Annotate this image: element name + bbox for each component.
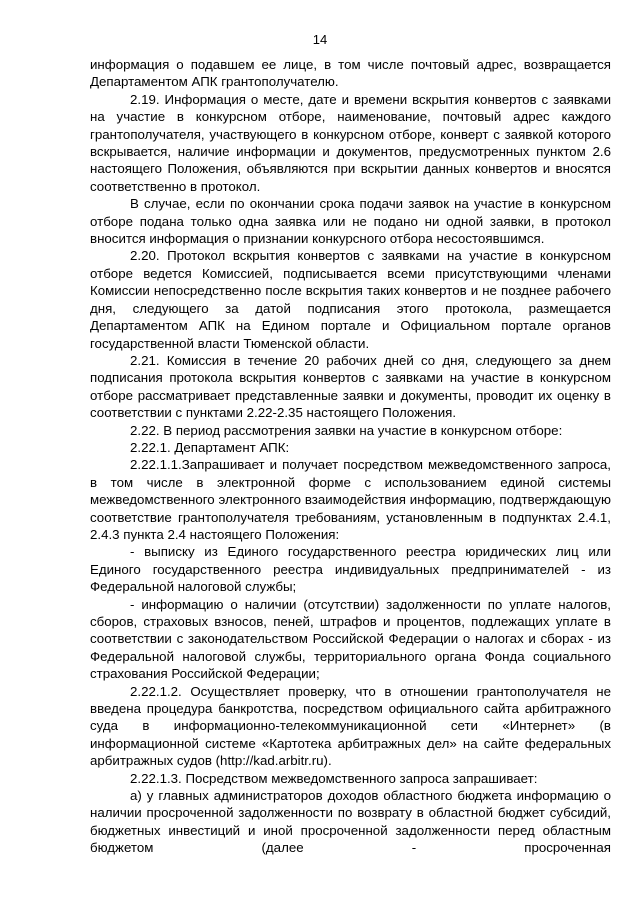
paragraph-2-21: 2.21. Комиссия в течение 20 рабочих дней со дня, следующего за днем подписания протокола вскрытия конвертов с заявками на участие в конкурсном отборе рассматривает представленные заявки и документы, проводит их оценку в соответствии с пунктами 2.22-2.35 настоящего Положения.	[90, 352, 611, 421]
paragraph-2-19: 2.19. Информация о месте, дате и времени вскрытия конвертов с заявками на участие в конкурсном отборе, наименование, почтовый адрес каждого грантополучателя, участвующего в конкурсном отборе, конверт с заявкой которого вскрывается, наличие информации и документов, предусмотренных пунктом 2.6 настоящего Положения, объявляются при вскрытии данных конвертов и вносятся соответственно в протокол.	[90, 91, 611, 194]
paragraph-2-22-1-3-a: а) у главных администраторов доходов областного бюджета информацию о наличии просроченной задолженности по возврату в областной бюджет субсидий, бюджетных инвестиций и иной просроченной задолженности перед областным бюджетом (далее - просроченная	[90, 788, 611, 856]
page-number: 14	[312, 32, 328, 47]
list-item-tax-debt: - информацию о наличии (отсутствии) задолженности по уплате налогов, сборов, страховых взносов, пеней, штрафов и процентов, подлежащих уплате в соответствии с законодательством Российской Федерации о налогах и сборах - из Федеральной налоговой службы, территориального органа Фонда социального страхования Российской Федерации;	[90, 596, 611, 682]
paragraph-2-22-1-1: 2.22.1.1.Запрашивает и получает посредством межведомственного запроса, в том числе в электронной форме с использованием единой системы межведомственного электронного взаимодействия информацию, подтверждающую соответствие грантополучателя требованиям, установленным в подпунктах 2.4.1, 2.4.3 пункта 2.4 настоящего Положения:	[90, 457, 611, 542]
paragraph-2-22: 2.22. В период рассмотрения заявки на участие в конкурсном отборе:	[130, 422, 563, 438]
paragraph-continuation: информация о подавшем ее лице, в том числе почтовый адрес, возвращается Департаментом АПК грантополучателю.	[90, 57, 611, 90]
list-item-egrul: - выписку из Единого государственного реестра юридических лиц или Единого государственного реестра индивидуальных предпринимателей - из Федеральной налоговой службы;	[90, 544, 611, 595]
paragraph-2-19-note: В случае, если по окончании срока подачи заявок на участие в конкурсном отборе подана только одна заявка или не подано ни одной заявки, в протокол вносится информация о признании конкурсного отбора несостоявшимся.	[90, 196, 611, 247]
paragraph-2-20: 2.20. Протокол вскрытия конвертов с заявками на участие в конкурсном отборе ведется Комиссией, подписывается всеми присутствующими членами Комиссии непосредственно после вскрытия таких конвертов и не позднее рабочего дня, следующего за датой подписания этого протокола, размещается Департаментом АПК на Едином портале и Официальном портале органов государственной власти Тюменской области.	[90, 248, 611, 351]
paragraph-2-22-1-3: 2.22.1.3. Посредством межведомственного запроса запрашивает:	[130, 770, 538, 786]
paragraph-2-22-1-2: 2.22.1.2. Осуществляет проверку, что в отношении грантополучателя не введена процедура банкротства, посредством официального сайта арбитражного суда в информационно-телекоммуникационной сети «Интернет» (в информационной системе «Картотека арбитражных дел» на сайте федеральных арбитражных судов (http://kad.arbitr.ru).	[90, 683, 611, 769]
document-body	[90, 56, 611, 857]
paragraph-2-22-1: 2.22.1. Департамент АПК:	[130, 439, 290, 455]
